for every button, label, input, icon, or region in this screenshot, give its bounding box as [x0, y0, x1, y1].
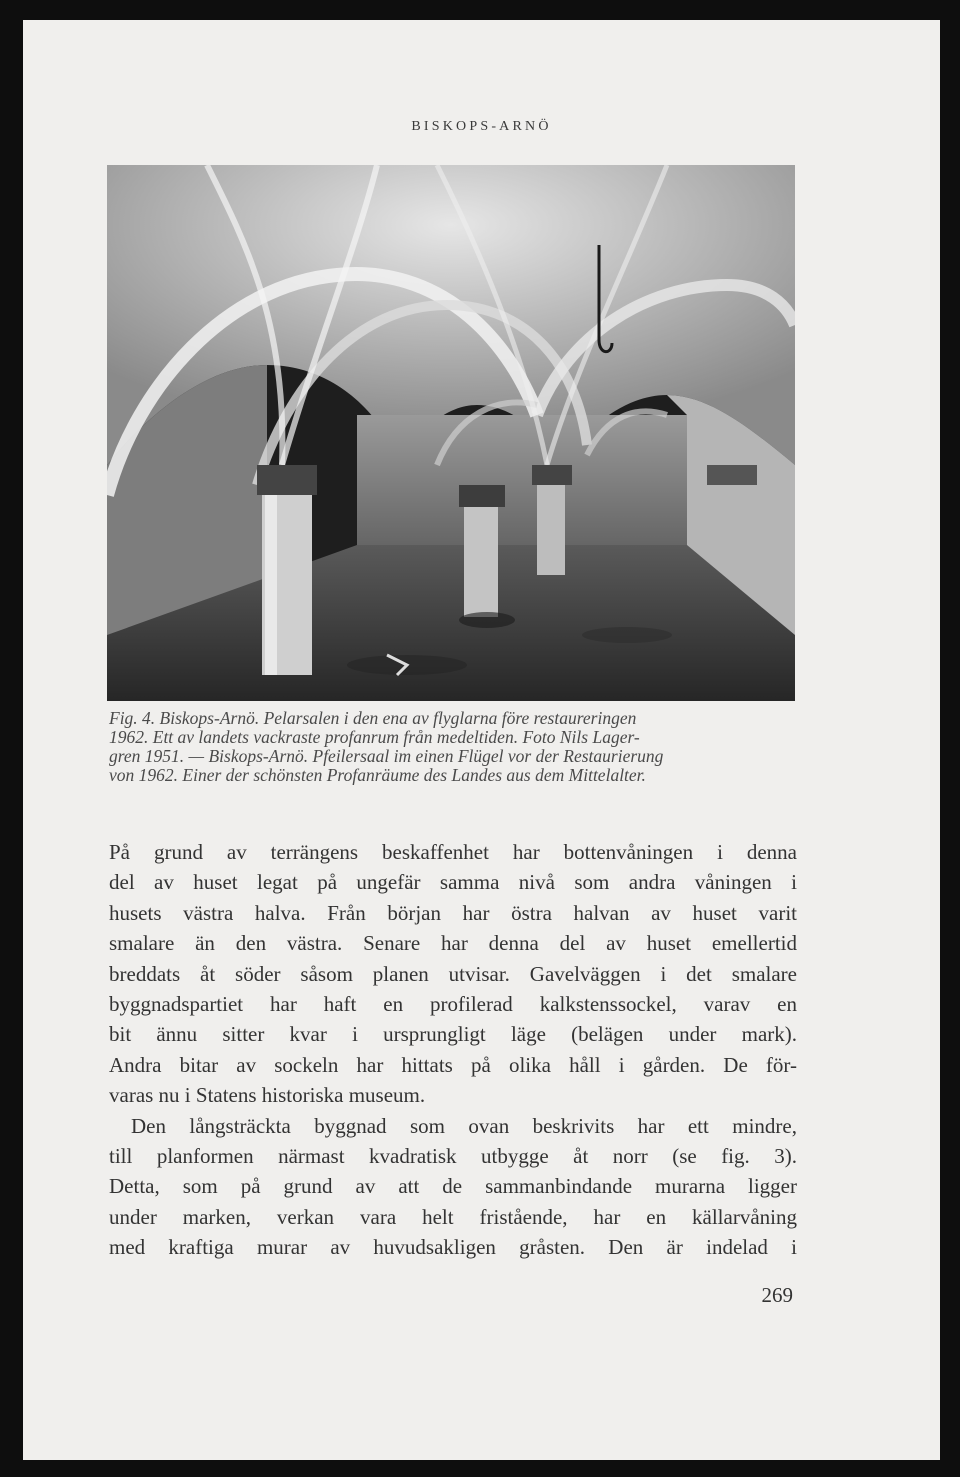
paragraph-1-line: byggnadspartiet har haft en profilerad kalkstenssockel, varav en — [109, 992, 797, 1017]
paragraph-1-line: breddats åt söder såsom planen utvisar. Gavelväggen i det smalare — [109, 961, 797, 986]
running-head: BISKOPS-ARNÖ — [411, 119, 552, 134]
paragraph-2-line: under marken, verkan vara helt fristående, har en källarvåning — [109, 1204, 797, 1229]
paragraph-2-line: med kraftiga murar av huvudsakligen gråsten. Den är indelad i — [109, 1235, 797, 1260]
paragraph-1-line: husets västra halva. Från början har östra halvan av huset varit — [109, 900, 797, 925]
caption-line: 1962. Ett av landets vackraste profanrum från medeltiden. Foto Nils Lager- — [109, 727, 640, 747]
paragraph-2-line: Den långsträckta byggnad som ovan beskrivits har ett mindre, — [131, 1113, 797, 1138]
page-number: 269 — [761, 1283, 793, 1307]
paragraph-2-line: till planformen närmast kvadratisk utbygge åt norr (se fig. 3). — [109, 1144, 797, 1169]
paragraph-2-line: Detta, som på grund av att de sammanbindande murarna ligger — [109, 1174, 797, 1199]
caption-line: gren 1951. — Biskops-Arnö. Pfeilersaal im einen Flügel vor der Restaurierung — [109, 746, 664, 766]
book-page — [23, 20, 940, 1460]
body-text — [109, 837, 797, 1263]
paragraph-1-line: På grund av terrängens beskaffenhet har bottenvåningen i denna — [109, 840, 797, 864]
paragraph-1-line: varas nu i Statens historiska museum. — [109, 1083, 426, 1108]
vaulted-hall-photo — [107, 165, 795, 701]
paragraph-1-line: del av huset legat på ungefär samma nivå som andra våningen i — [109, 870, 797, 895]
caption-line: Fig. 4. Biskops-Arnö. Pelarsalen i den ena av flyglarna före restaureringen — [109, 708, 637, 728]
paragraph-1-line: smalare än den västra. Senare har denna del av huset emellertid — [109, 931, 797, 956]
vaulted-hall-photo-drawing — [107, 165, 795, 701]
paragraph-1-line: bit ännu sitter kvar i ursprungligt läge (belägen under mark). — [109, 1022, 797, 1047]
caption-line: von 1962. Einer der schönsten Profanräume des Landes aus dem Mittelalter. — [109, 765, 646, 785]
figure-caption — [109, 709, 799, 785]
paragraph-1-line: Andra bitar av sockeln har hittats på olika håll i gården. De för- — [109, 1052, 797, 1077]
